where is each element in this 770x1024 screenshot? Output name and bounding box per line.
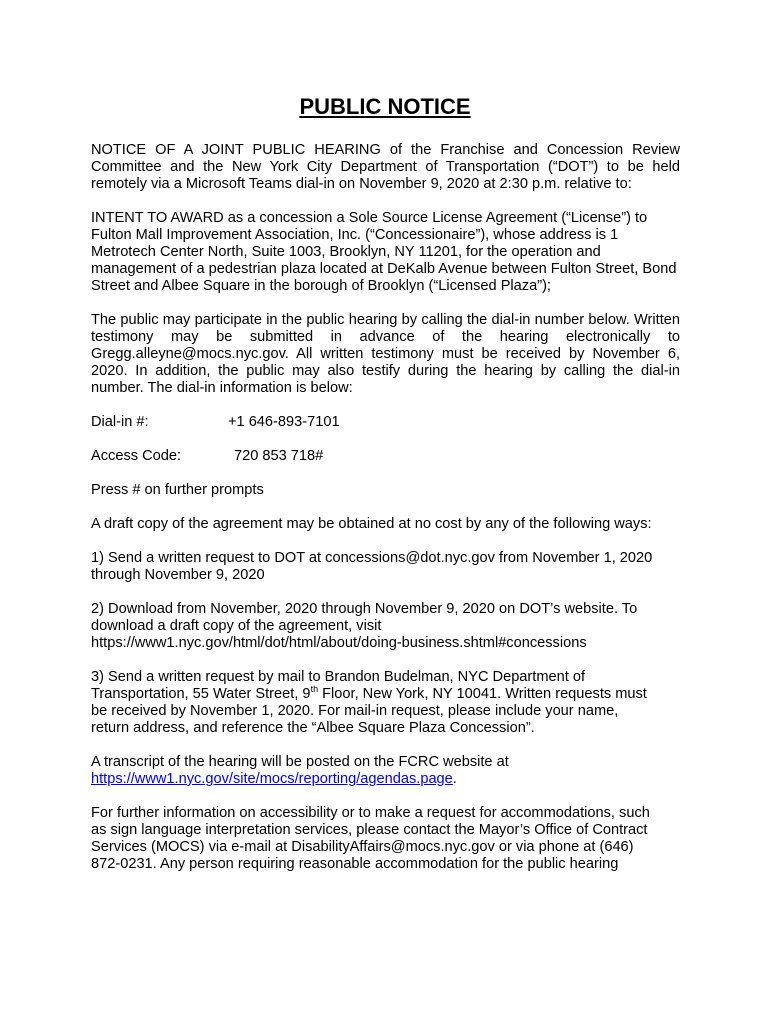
press-prompt-text: Press # on further prompts (91, 482, 264, 498)
access-code-label: Access Code: (91, 448, 182, 464)
way-3-line-3: be received by November 1, 2020. For mail-in request, please include your name, (91, 703, 619, 719)
accessibility-line-3: Services (MOCS) via e-mail at DisabilityAffairs@mocs.nyc.gov or via phone at (646) (91, 839, 634, 855)
way-3-paragraph (91, 669, 680, 737)
way-3-line-2b: Floor, New York, NY 10041. Written requests must (318, 686, 647, 702)
ordinal-suffix: th (310, 684, 319, 695)
way-2-paragraph (91, 601, 680, 652)
dialin-label: Dial-in #: (91, 414, 149, 430)
dot-website-url: https://www1.nyc.gov/html/dot/html/about/doing-business.shtml#concessions (91, 635, 587, 651)
transcript-line-1: A transcript of the hearing will be posted on the FCRC website at (91, 754, 509, 770)
page-title: PUBLIC NOTICE (299, 94, 471, 119)
way-2-line-2: download a draft copy of the agreement, visit (91, 618, 382, 634)
way-3-line-1: 3) Send a written request by mail to Brandon Budelman, NYC Department of (91, 669, 586, 685)
agendas-page-link[interactable]: https://www1.nyc.gov/site/mocs/reporting/agendas.page (91, 771, 453, 787)
way-1-paragraph: 1) Send a written request to DOT at concessions@dot.nyc.gov from November 1, 2020 through November 9, 2020 (91, 550, 653, 583)
transcript-period: . (452, 771, 457, 787)
access-code-value: 720 853 718# (234, 448, 324, 464)
dialin-row (91, 414, 680, 431)
accessibility-paragraph (91, 805, 680, 873)
dialin-number: +1 646-893-7101 (228, 414, 340, 430)
public-participation-paragraph: The public may participate in the public hearing by calling the dial-in number below. Written testimony may be submitted in advance of the hearing electronically to Gregg.alleyne@mocs.nyc.gov. All written testimony must be received by November 6, 2020. In addition, the public may also testify during the hearing by calling the dial-in number. The dial-in information is below: (91, 312, 680, 396)
accessibility-line-1: For further information on accessibility or to make a request for accommodations, such (91, 805, 650, 821)
notice-body (91, 142, 680, 890)
draft-copy-paragraph: A draft copy of the agreement may be obtained at no cost by any of the following ways: (91, 516, 652, 532)
accessibility-line-4: 872-0231. Any person requiring reasonable accommodation for the public hearing (91, 856, 619, 872)
transcript-paragraph (91, 754, 680, 788)
way-2-line-1: 2) Download from November, 2020 through November 9, 2020 on DOT’s website. To (91, 601, 638, 617)
way-3-line-2a: Transportation, 55 Water Street, 9 (91, 686, 311, 702)
intent-to-award-paragraph: INTENT TO AWARD as a concession a Sole Source License Agreement (“License”) to Fulton Mall Improvement Association, Inc. (“Concessionaire”), whose address is 1 Metrotech Center North, Suite 1003, Brooklyn, NY 11201, for the operation and management of a pedestrian plaza located at DeKalb Avenue between Fulton Street, Bond Street and Albee Square in the borough of Brooklyn (“Licensed Plaza”); (91, 210, 677, 294)
access-code-row (91, 448, 680, 465)
hearing-notice-paragraph: NOTICE OF A JOINT PUBLIC HEARING of the Franchise and Concession Review Committee and the New York City Department of Transportation (“DOT”) to be held remotely via a Microsoft Teams dial-in on November 9, 2020 at 2:30 p.m. relative to: (91, 142, 680, 192)
accessibility-line-2: as sign language interpretation services, please contact the Mayor’s Office of Contract (91, 822, 648, 838)
way-3-line-4: return address, and reference the “Albee Square Plaza Concession”. (91, 720, 535, 736)
